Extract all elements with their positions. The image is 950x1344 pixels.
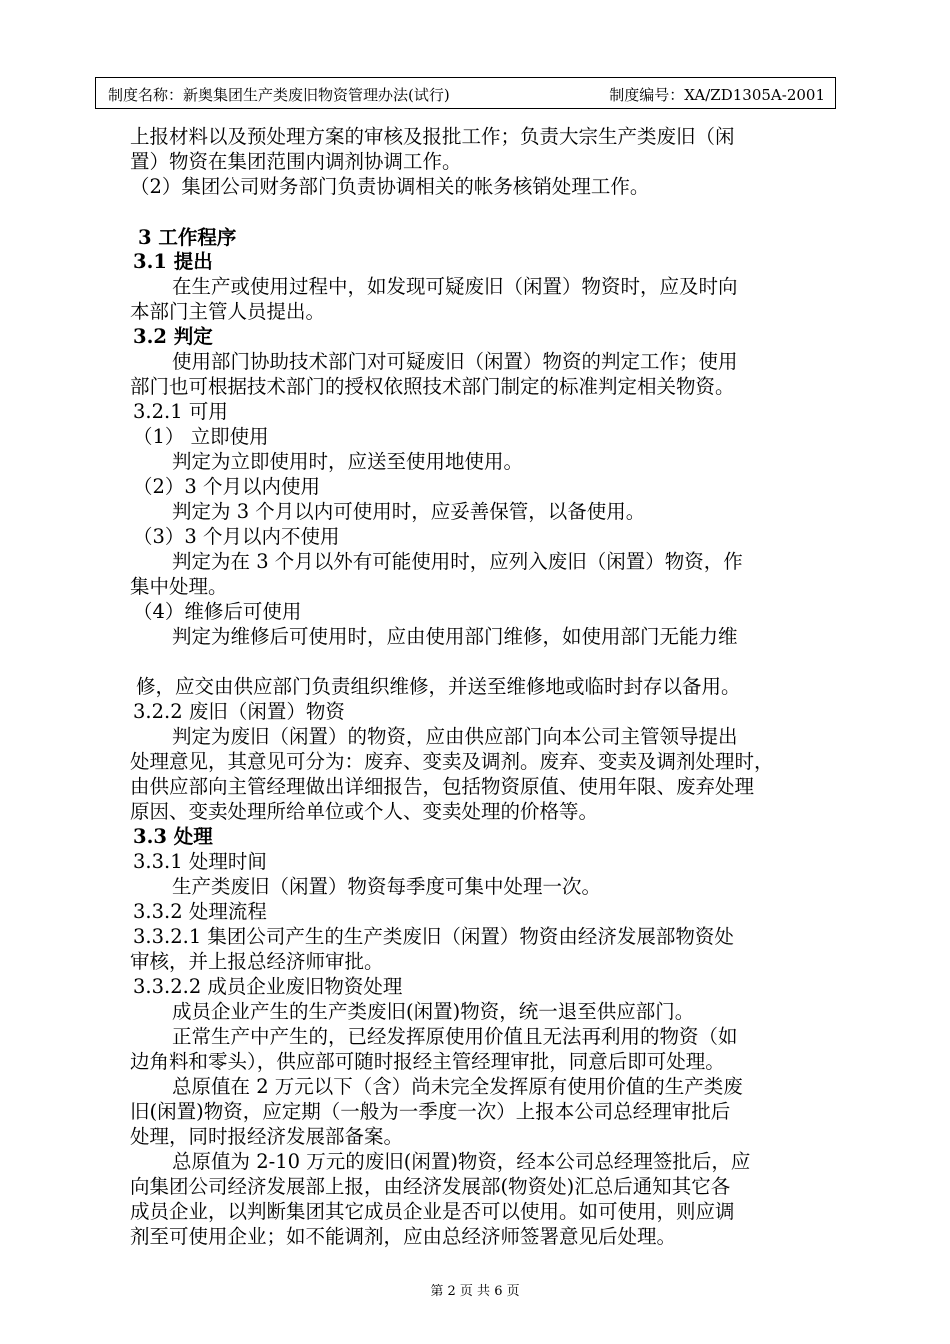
body-line: 集中处理。 [130, 575, 228, 598]
body-line: 正常生产中产生的，已经发挥原使用价值且无法再利用的物资（如 [172, 1025, 738, 1048]
body-line: 判定为废旧（闲置）的物资，应由供应部门向本公司主管领导提出 [172, 725, 738, 748]
item-heading: （4）维修后可使用 [133, 600, 302, 623]
document-header [95, 77, 836, 109]
body-line: 部门也可根据技术部门的授权依照技术部门制定的标准判定相关物资。 [130, 375, 735, 398]
body-line: 总原值为 2-10 万元的废旧(闲置)物资，经本公司总经理签批后，应 [172, 1150, 751, 1173]
body-line: 边角料和零头），供应部可随时报经主管经理审批，同意后即可处理。 [130, 1050, 725, 1073]
body-line: 处理，同时报经济发展部备案。 [130, 1125, 404, 1148]
item-heading: （2）3 个月以内使用 [133, 475, 321, 498]
body-line: 修，应交由供应部门负责组织维修，并送至维修地或临时封存以备用。 [136, 675, 741, 698]
body-line: 3.3.2.1 集团公司产生的生产类废旧（闲置）物资由经济发展部物资处 [133, 925, 734, 948]
body-line: 判定为维修后可使用时，应由使用部门维修，如使用部门无能力维 [172, 625, 738, 648]
body-line: 成员企业，以判断集团其它成员企业是否可以使用。如可使用，则应调 [130, 1200, 735, 1223]
body-line: 判定为 3 个月以内可使用时，应妥善保管，以备使用。 [172, 500, 646, 523]
body-line: 判定为立即使用时，应送至使用地使用。 [172, 450, 524, 473]
item-heading: 3.3.1 处理时间 [133, 850, 267, 873]
body-line: 使用部门协助技术部门对可疑废旧（闲置）物资的判定工作；使用 [172, 350, 738, 373]
item-heading: 3.2.1 可用 [133, 400, 228, 423]
body-line: 剂至可使用企业；如不能调剂，应由总经济师签署意见后处理。 [130, 1225, 677, 1248]
body-line: 生产类废旧（闲置）物资每季度可集中处理一次。 [172, 875, 602, 898]
regulation-name: 制度名称：新奥集团生产类废旧物资管理办法(试行) [108, 86, 450, 104]
body-line: 旧(闲置)物资，应定期（一般为一季度一次）上报本公司总经理审批后 [130, 1100, 731, 1123]
subsection-heading: 3.3 处理 [133, 825, 213, 848]
body-line: 判定为在 3 个月以外有可能使用时，应列入废旧（闲置）物资，作 [172, 550, 743, 573]
body-line: 向集团公司经济发展部上报，由经济发展部(物资处)汇总后通知其它各 [130, 1175, 731, 1198]
body-line: 置）物资在集团范围内调剂协调工作。 [130, 150, 462, 173]
item-heading: （1） 立即使用 [133, 425, 269, 448]
section-heading: 3 工作程序 [138, 226, 237, 249]
regulation-code: 制度编号：XA/ZD1305A-2001 [609, 86, 825, 104]
body-line: 由供应部向主管经理做出详细报告，包括物资原值、使用年限、废弃处理 [130, 775, 755, 798]
item-heading: 3.3.2 处理流程 [133, 900, 267, 923]
body-line: 总原值在 2 万元以下（含）尚未完全发挥原有使用价值的生产类废 [172, 1075, 743, 1098]
body-line: 上报材料以及预处理方案的审核及报批工作；负责大宗生产类废旧（闲 [130, 125, 735, 148]
body-line: 成员企业产生的生产类废旧(闲置)物资，统一退至供应部门。 [172, 1000, 695, 1023]
body-line: 审核，并上报总经济师审批。 [130, 950, 384, 973]
body-line: 原因、变卖处理所给单位或个人、变卖处理的价格等。 [130, 800, 599, 823]
body-line: （2）集团公司财务部门负责协调相关的帐务核销处理工作。 [130, 175, 650, 198]
body-line: 处理意见，其意见可分为：废弃、变卖及调剂。废弃、变卖及调剂处理时， [130, 750, 774, 773]
body-line: 本部门主管人员提出。 [130, 300, 326, 323]
item-heading: 3.3.2.2 成员企业废旧物资处理 [133, 975, 403, 998]
body-line: 在生产或使用过程中，如发现可疑废旧（闲置）物资时，应及时向 [172, 275, 738, 298]
page-number: 第 2 页 共 6 页 [430, 1284, 520, 1299]
subsection-heading: 3.2 判定 [133, 325, 213, 348]
item-heading: 3.2.2 废旧（闲置）物资 [133, 700, 345, 723]
item-heading: （3）3 个月以内不使用 [133, 525, 340, 548]
subsection-heading: 3.1 提出 [133, 250, 213, 273]
